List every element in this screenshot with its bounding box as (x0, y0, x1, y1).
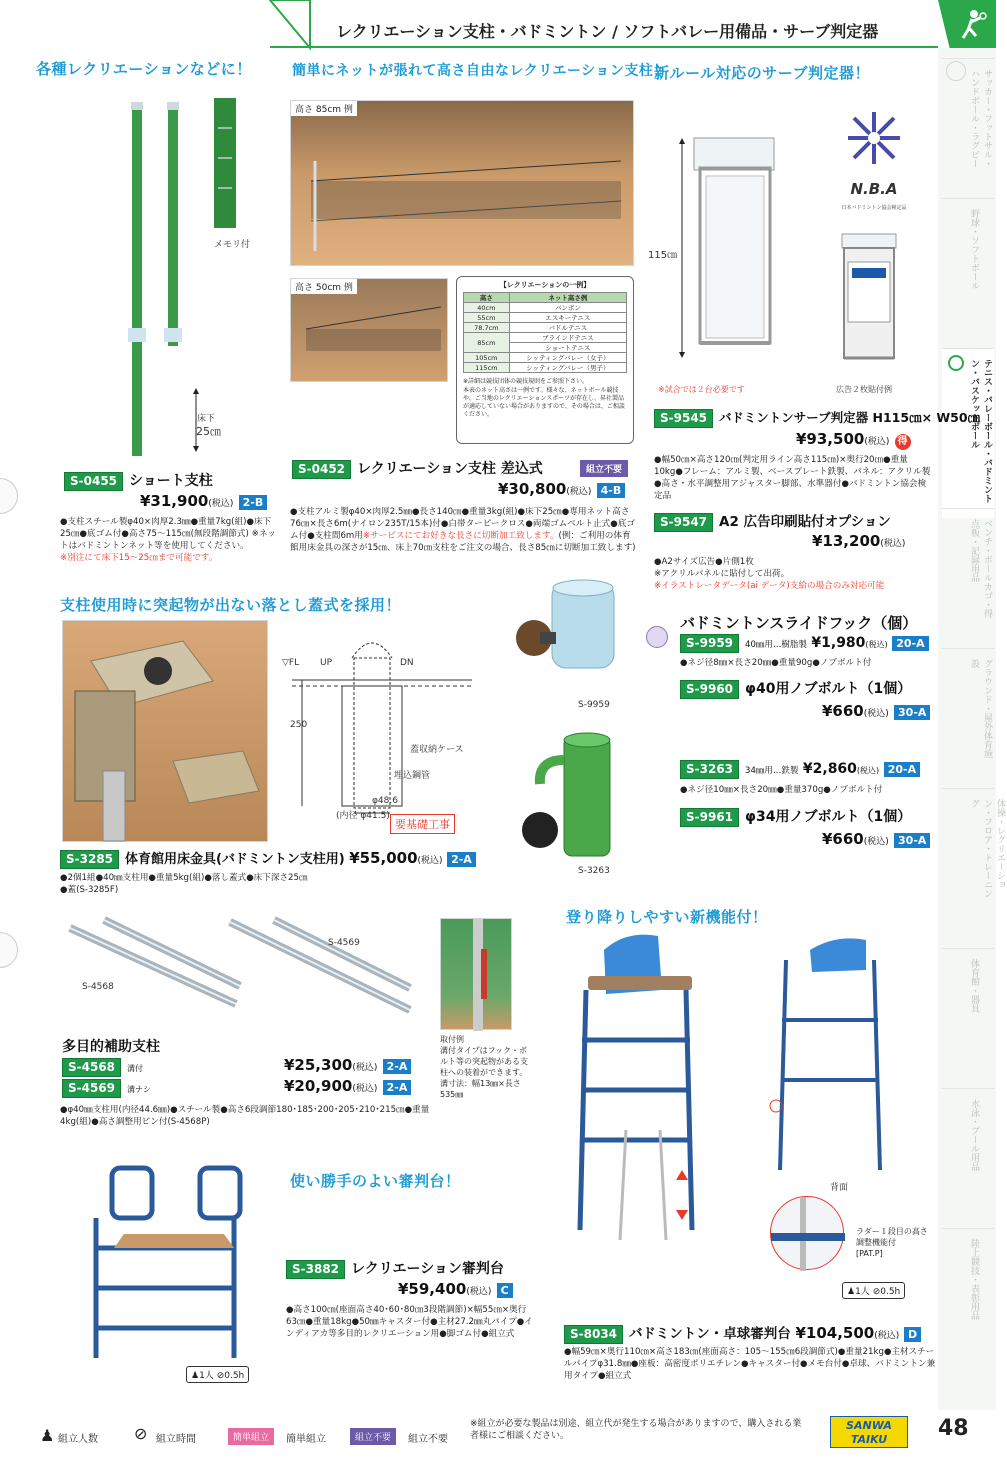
footer-label-easy: 簡単組立 (286, 1434, 326, 1445)
diagram-case: 蓋収納ケース (410, 745, 464, 755)
rec-table-note: 本表のネット高さは一例です。様々な、ネットボール競技や、ご当地のレクリエーションスポーツが存在し、昇社製品が適応していない場合がありますので、その場合は、ご相談ください。 (463, 387, 625, 418)
diagram-up: UP (320, 658, 333, 668)
table-cell: シッティングバレー（女子） (509, 353, 626, 363)
spec-text: ●支柱アルミ製φ40×肉厚2.5㎜●長さ140㎝●重量3kg(組)●床下25㎝●専用ネット高さ76㎝×長さ6m(ナイロン235T/15本)付●白帯ターピークロス●両端ゴムベルト止式●底ゴム付●支柱間6m用 (290, 507, 635, 541)
patent-label: [PAT.P] (856, 1249, 883, 1258)
table-cell: エスキーテニス (509, 313, 626, 323)
diagram-fl: ▽FL (282, 658, 300, 668)
spec-s3263: ●ネジ径10㎜×長さ20㎜●重量370g●ノブボルト付 (680, 785, 883, 795)
multi-pole-title: 多目的補助支柱 (62, 1039, 160, 1055)
price-value: ¥104,500 (795, 1324, 875, 1342)
product-row-s4568 (62, 1058, 143, 1077)
product-code-s3263: S-3263 (680, 760, 739, 779)
product-row-s3263 (680, 760, 920, 779)
footer-label-noassembly: 組立不要 (408, 1434, 448, 1445)
product-sub-s4569: 溝ナシ (127, 1085, 151, 1094)
table-cell: バドルテニス (509, 323, 626, 333)
delivery-tag: 20-A (892, 636, 928, 651)
price-value: ¥30,800 (498, 480, 567, 498)
product-name-s9960: φ40用ノブボルト（1個） (745, 681, 912, 697)
price-s4569 (284, 1077, 411, 1095)
price-s9960 (822, 702, 930, 720)
header-title: レクリエーション支柱・バドミントン / ソフトバレー用備品・サーブ判定器 (336, 22, 879, 41)
price-value: ¥13,200 (812, 532, 881, 550)
diagram-diameter: φ48.6 (372, 796, 398, 806)
tax-label: (税込) (417, 856, 443, 866)
heading-floor-fitting: 支柱使用時に突起物が出ない落とし蓋式を採用！ (60, 596, 402, 614)
spec-s9547 (654, 556, 932, 592)
product-title-s8034 (564, 1322, 921, 1344)
product-name-s0455: ショート支柱 (129, 473, 213, 489)
spec-multi-pole: ●φ40㎜支柱用(内径44.6㎜)●スチール製●高さ6段調節180･185･200･205･210･215㎝●重量4kg(組)●高さ調整用ピン付(S-4568P) (60, 1105, 430, 1127)
spec-s8034: ●幅59㎝×奥行110㎝×高さ183㎝(座面高さ：105～155㎝6段調節式)●重量21kg●主材スチールパイプφ31.8㎜●座板：高密度ポリエチレン●キャスター付●メモ台付●卓球、バドミントン兼用タイプ●組立式 (564, 1347, 936, 1381)
floor-label: 床下 (197, 414, 216, 424)
table-header-row (464, 293, 627, 303)
judge-stand-image (84, 1158, 244, 1368)
price-value: ¥2,860 (802, 761, 857, 777)
product-code-s9547: S-9547 (654, 513, 713, 532)
serve-judge-image (670, 128, 790, 368)
ad-example-label: 広告２枚貼付例 (836, 385, 892, 394)
header-bar (270, 0, 938, 48)
price-value: ¥55,000 (349, 849, 418, 867)
tax-label: (税込) (352, 1084, 378, 1094)
footer-note: ※組立が必要な製品は別途、組立代が発生する場合がありますので、購入される業者様にご相談ください。 (470, 1419, 802, 1441)
sidebar-item-baseball[interactable] (942, 198, 994, 308)
product-code-s9960: S-9960 (680, 680, 739, 699)
product-title-s9960 (680, 678, 911, 699)
product-sub-s3263: 34㎜用…鉄製 (745, 766, 799, 776)
nba-logo (836, 108, 912, 218)
price-value: ¥20,900 (284, 1077, 353, 1095)
assembly-info-8034 (842, 1282, 905, 1299)
footer (0, 1410, 938, 1458)
persons-count: 1人 (855, 1287, 870, 1297)
product-title-s9961 (680, 806, 911, 827)
umpire-chair-front-image (566, 930, 716, 1250)
product-code-s0452: S-0452 (292, 460, 351, 479)
spec-s0452 (290, 506, 636, 554)
product-code-s9961: S-9961 (680, 808, 739, 827)
back-label: 背面 (830, 1183, 849, 1193)
table-cell: 115cm (464, 363, 510, 373)
sidebar-item-label: 水泳・プール用品 (969, 1099, 979, 1171)
sidebar-item-label: ベンチ・ボールカゴ・得点板・記録用品 (969, 519, 992, 618)
sidebar-item-label: テニス・バレーボール・バドミントン・バスケットボール (969, 359, 992, 503)
sidebar-item-apparatus[interactable] (942, 948, 994, 1058)
heading-serve: 新ルール対応のサーブ判定器！ (654, 64, 870, 82)
binder-hole (0, 932, 18, 968)
product-title-s0455 (64, 470, 213, 491)
product-name-s8034: バドミントン・卓球審判台 (629, 1326, 791, 1342)
ladder-note (856, 1226, 934, 1259)
product-name-s9961: φ34用ノブボルト（1個） (745, 809, 912, 825)
clock-icon: ⊘ (872, 1287, 881, 1297)
product-name-s9547: A2 広告印刷貼付オプション (719, 514, 891, 530)
sidebar-item-label: 野球・ソフトボール (969, 209, 979, 290)
tax-label: (税込) (880, 539, 906, 549)
heading-judge-stand: 使い勝手のよい審判台！ (290, 1172, 461, 1190)
product-code-s3882: S-3882 (286, 1260, 345, 1279)
spec-s9545: ●幅50㎝×高さ120㎝(判定用ライン高さ115㎝)×奥行20㎝●重量10kg●フレーム：アルミ製、ベースプレート鉄製、パネル：アクリル製●高さ・水平調整用アジャスター脚部、水準器付●バドミントン協会検定品 (654, 455, 931, 501)
product-title-s3285 (60, 848, 476, 869)
spec-text: ●支柱スチール製φ40×肉厚2.3㎜●重量7kg(組)●床下25㎝●底ゴム付●高さ75～115㎝(無段階調節式) ※ネットはバドミントンネット等を使用してください。 (60, 517, 277, 551)
install-example-photo (440, 918, 512, 1030)
sidebar-item-label: 体操・レクリエーション・フロア・トレーニング (969, 799, 1005, 898)
rec-table (463, 292, 627, 373)
spec-note: ※サービスにてお好きな長さに切断加工致します。 (362, 531, 559, 541)
product-title-s0452 (292, 458, 543, 479)
tennis-player-icon (938, 0, 996, 48)
recreation-table-box (456, 276, 634, 444)
person-icon: ♟ (191, 1371, 200, 1381)
racket-icon (948, 355, 964, 371)
page-number: 48 (938, 1416, 969, 1441)
product-name-s0452: レクリエーション支柱 差込式 (357, 461, 543, 477)
logo-line1: SANWA (846, 1419, 892, 1432)
person-icon: ♟ (40, 1426, 55, 1445)
price-value: ¥93,500 (796, 430, 865, 448)
price-value: ¥660 (822, 830, 864, 848)
spec-s3285: ●2個1組●40㎜支柱用●重量5kg(組)●落し蓋式●床下深さ25㎝ ●蓋(S-3285F) (60, 873, 308, 895)
sidebar-item-label: 体育館・器具 (969, 959, 979, 1013)
product-title-s9545 (654, 408, 980, 428)
delivery-tag: 30-A (894, 833, 930, 848)
sidebar-item-label: グラウンド・屋外体育施設 (969, 659, 992, 758)
photo-caption-85: 高さ 85cm 例 (291, 101, 357, 116)
rec-table-title: 【レクリエーションの一例】 (499, 281, 591, 289)
price-s0452 (498, 480, 625, 498)
spec-text: ●A2サイズ広告●片側1枚 ※アクリルパネルに貼付して出荷。 (654, 557, 790, 579)
sidebar-item-ground[interactable] (942, 648, 994, 758)
price-s9545 (796, 430, 911, 450)
foundation-work-label: 要基礎工事 (390, 814, 455, 834)
sidebar-item-label: サッカー・フットサル・ハンドボール・ラグビー (969, 69, 992, 168)
height-115-label: 115㎝ (648, 250, 678, 261)
product-name-s9545: バドミントンサーブ判定器 H115㎝× W50㎝ (719, 410, 981, 425)
product-sub-s9959: 40㎜用…樹脂製 (745, 640, 807, 650)
sidebar (938, 48, 1005, 1410)
net-photo-50 (290, 278, 448, 382)
assembly-time: 0.5h (224, 1371, 245, 1381)
ladder-zoom (770, 1196, 844, 1270)
aux-pole-4569-image (224, 912, 414, 1022)
footer-label-persons: 組立人数 (58, 1434, 98, 1445)
table-cell: 55cm (464, 313, 510, 323)
tax-label: (税込) (863, 837, 889, 847)
product-row-s4569 (62, 1079, 151, 1098)
price-s3882 (398, 1280, 513, 1298)
diagram-dn: DN (400, 658, 414, 668)
sidebar-item-label: 陸上競技・表彰用品 (969, 1239, 979, 1320)
sidebar-item-swim[interactable] (942, 1088, 994, 1198)
table-cell: シッティングバレー（男子） (509, 363, 626, 373)
table-cell: 40cm (464, 303, 510, 313)
product-code-s9545: S-9545 (654, 409, 713, 428)
spec-note: ※イラストレータデータ(ai データ)支給の場合のみ対応可能 (654, 581, 885, 591)
table-cell: 85cm (464, 333, 510, 353)
tax-label: (税込) (865, 640, 888, 649)
floor-fitting-diagram (282, 628, 482, 838)
product-name-s3285: 体育館用床金具(バドミントン支柱用) (125, 852, 345, 867)
product-code-s9959: S-9959 (680, 634, 739, 653)
price-s0455 (140, 492, 267, 510)
s4569-label: S-4569 (328, 938, 360, 948)
sidebar-item-tennis[interactable] (942, 348, 994, 518)
delivery-tag: 2-A (383, 1080, 412, 1095)
diagram-inner: (内径 φ41.5) (336, 811, 390, 821)
table-row (464, 323, 627, 333)
tax-label: (税込) (874, 1331, 900, 1341)
slide-hook-9959-image (514, 576, 634, 696)
assembly-info-3882 (186, 1366, 249, 1383)
spec-text: (例：ご利用の体育館用床金具の深さが15㎝、床上70㎝支柱をご注文の場合、長さ85㎝に切断加工致します) (290, 531, 636, 553)
header-sport-icon (938, 0, 996, 48)
price-value: ¥660 (822, 702, 864, 720)
price-s4568 (284, 1056, 411, 1074)
tax-label: (税込) (863, 709, 889, 719)
umpire-chair-back-image (766, 930, 896, 1180)
spec-s3882: ●高さ100㎝(座面高さ40･60･80㎝3段階調節)×幅55㎝×奥行63㎝●重量18kg●50㎜キャスター付●主材27.2㎜丸パイプ●インディアカ等多目的レクリエーション用●脚ゴム付●組立式 (286, 1305, 533, 1339)
header-slant (270, 0, 310, 48)
heading-net: 簡単にネットが張れて高さ自由なレクリエーション支柱！ (292, 63, 668, 79)
table-cell: 78.7cm (464, 323, 510, 333)
mascot-icon (646, 626, 668, 648)
product-sub-s4568: 溝付 (127, 1064, 144, 1073)
table-cell: ショートテニス (509, 343, 626, 353)
assembly-time: 0.5h (880, 1287, 901, 1297)
tax-label: (税込) (208, 499, 234, 509)
footer-label-time: 組立時間 (156, 1434, 196, 1445)
heading-recreation: 各種レクリエーションなどに！ (36, 60, 252, 78)
nba-sub: 日本バドミントン協会検定品 (841, 205, 907, 211)
product-code-s3285: S-3285 (60, 850, 119, 869)
slide-hook-title: バドミントンスライドフック（個） (680, 614, 918, 632)
delivery-tag: 2-A (383, 1059, 412, 1074)
sidebar-item-bench[interactable] (942, 508, 994, 618)
ad-example-image (836, 232, 902, 368)
s3263-label: S-3263 (578, 866, 610, 876)
price-value: ¥1,980 (811, 635, 866, 651)
table-row (464, 353, 627, 363)
product-code-s0455: S-0455 (64, 472, 123, 491)
table-row (464, 303, 627, 313)
no-assembly-badge: 組立不要 (580, 460, 628, 477)
soccer-ball-icon (946, 61, 966, 81)
delivery-tag: D (904, 1327, 921, 1342)
discount-badge: 得 (895, 434, 911, 450)
nba-text: N.B.A (850, 180, 898, 198)
binder-hole (0, 478, 18, 514)
tax-label: (税込) (352, 1063, 378, 1073)
short-pole-image (118, 98, 258, 458)
heading-new-feature: 登り降りしやすい新機能付！ (566, 908, 768, 926)
product-title-s3882 (286, 1258, 504, 1279)
spec-s9959: ●ネジ径8㎜×長さ20㎜●重量90g●ノブボルト付 (680, 658, 872, 668)
sanwa-logo (830, 1416, 908, 1448)
install-title: 取付例 (440, 1035, 464, 1044)
floor-fitting-photo (62, 620, 268, 842)
delivery-tag: 4-B (597, 483, 626, 498)
product-code-s8034: S-8034 (564, 1325, 623, 1344)
product-name-s3882: レクリエーション審判台 (351, 1261, 504, 1277)
slide-hook-3263-image (518, 730, 618, 865)
easy-assembly-badge: 簡単組立 (228, 1428, 274, 1445)
product-code-s4568: S-4568 (62, 1058, 121, 1077)
table-header: ネット高さ例 (509, 293, 626, 303)
clock-icon: ⊘ (134, 1424, 148, 1443)
table-cell: ブラインドテニス (509, 333, 626, 343)
diagram-pipe: 埋込鋼管 (394, 771, 431, 781)
sidebar-item-gym[interactable] (942, 788, 1005, 898)
rec-table-note: ※詳細は競技団体の競技規則をご参照下さい。 (463, 378, 589, 385)
product-title-s9547 (654, 510, 891, 532)
s4568-label: S-4568 (82, 982, 114, 992)
nba-star-icon (836, 108, 912, 168)
table-header: 高さ (464, 293, 510, 303)
delivery-tag: 2-B (239, 495, 268, 510)
tax-label: (税込) (864, 437, 890, 447)
install-example-text (440, 1034, 534, 1100)
ladder-note-text: ラダー１段目の高さ調整機能付 (856, 1227, 928, 1247)
sidebar-item-soccer[interactable] (942, 58, 994, 168)
table-cell: 105cm (464, 353, 510, 363)
delivery-tag: C (497, 1283, 513, 1298)
person-icon: ♟ (847, 1287, 856, 1297)
photo-caption-50: 高さ 50cm 例 (291, 279, 357, 294)
s9959-label: S-9959 (578, 700, 610, 710)
no-assembly-footer-badge: 組立不要 (350, 1428, 396, 1445)
net-photo-85 (290, 100, 634, 266)
price-value: ¥25,300 (284, 1056, 353, 1074)
floor-depth-label: 25㎝ (196, 425, 221, 438)
diagram-250: 250 (290, 720, 308, 730)
price-s9961 (822, 830, 930, 848)
delivery-tag: 2-A (447, 852, 476, 867)
product-row-s9959 (680, 634, 929, 653)
price-value: ¥59,400 (398, 1280, 467, 1298)
sidebar-item-track[interactable] (942, 1228, 994, 1338)
memori-label: メモリ付 (214, 240, 251, 250)
tax-label: (税込) (856, 766, 880, 775)
delivery-tag: 20-A (884, 762, 920, 777)
price-s9547 (812, 532, 905, 550)
spec-s0455 (60, 516, 278, 564)
product-code-s4569: S-4569 (62, 1079, 121, 1098)
logo-line2: TAIKU (850, 1433, 888, 1446)
two-units-note: ※試合では２台必要です (658, 385, 745, 394)
install-desc: 溝付タイプはフック・ボルト等の突起物がある支柱への装着ができます。溝寸法：幅13㎜×長さ 535㎜ (440, 1046, 528, 1099)
persons-count: 1人 (199, 1371, 214, 1381)
delivery-tag: 30-A (894, 705, 930, 720)
tax-label: (税込) (466, 1287, 492, 1297)
price-value: ¥31,900 (140, 492, 209, 510)
aux-pole-4568-image (64, 912, 244, 1022)
table-row (464, 363, 627, 373)
tax-label: (税込) (566, 487, 592, 497)
table-row (464, 313, 627, 323)
clock-icon: ⊘ (216, 1371, 225, 1381)
table-cell: バンボン (509, 303, 626, 313)
table-row (464, 333, 627, 343)
spec-note: ※別注にて床下15～25㎝まで可能です。 (60, 553, 218, 563)
